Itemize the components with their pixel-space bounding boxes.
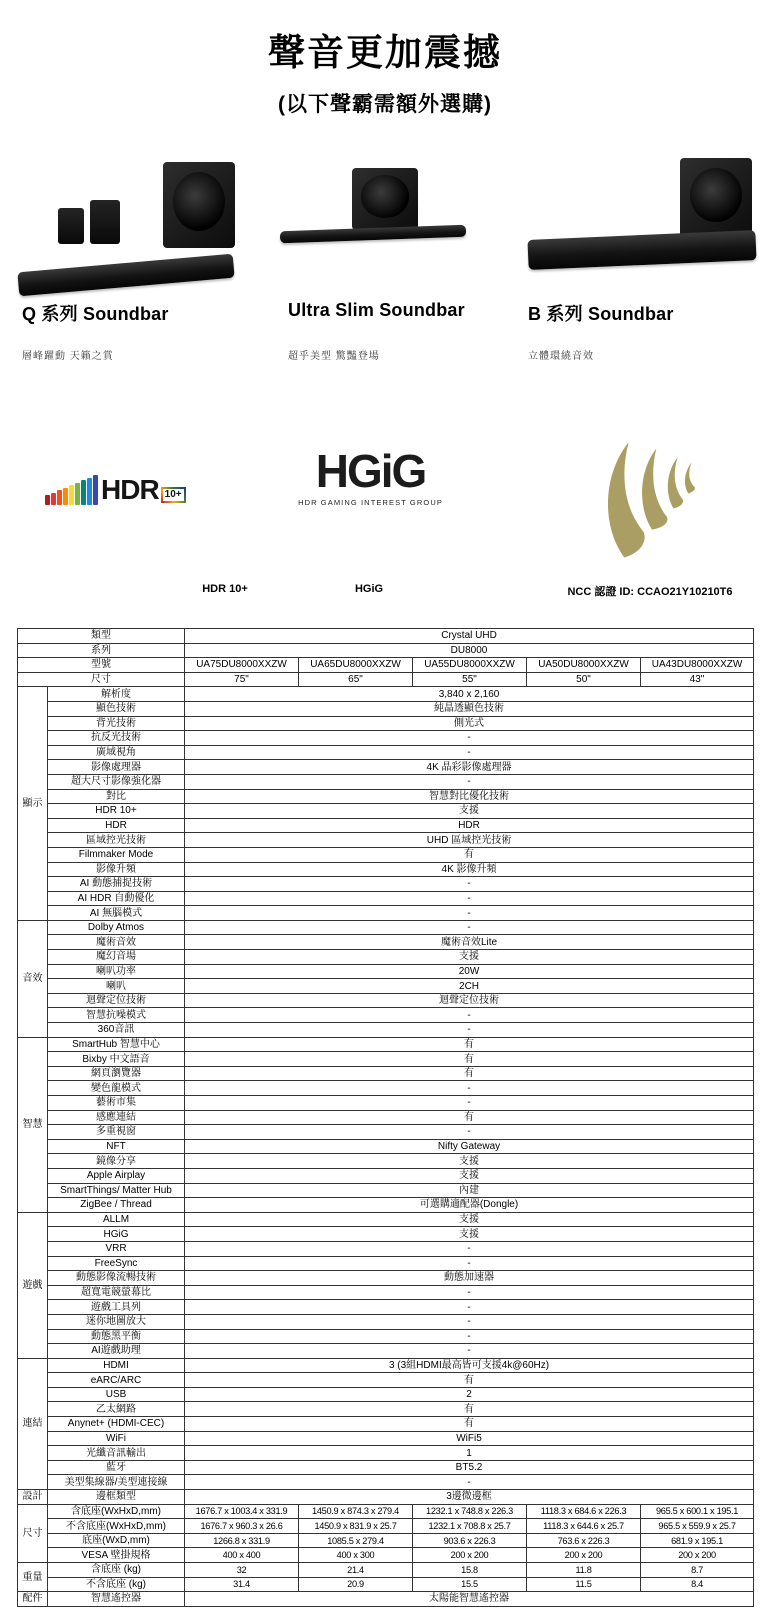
spec-label-cell: SmartThings/ Matter Hub	[48, 1183, 185, 1198]
spec-value-cell: -	[185, 1023, 754, 1038]
spec-value-cell: -	[185, 1475, 754, 1490]
spec-header-row	[18, 658, 754, 673]
spec-value-cell: 55"	[413, 672, 527, 687]
spec-label-cell: Dolby Atmos	[48, 920, 185, 935]
hdr10plus-caption: HDR 10+	[202, 583, 248, 595]
spec-label-cell: 抗反光技術	[48, 731, 185, 746]
spec-value-cell: -	[185, 877, 754, 892]
spec-label-cell: 喇叭功率	[48, 964, 185, 979]
soundbar-shape	[280, 225, 466, 243]
spec-value-cell: 太陽能智慧遙控器	[185, 1592, 754, 1607]
spec-row	[18, 1052, 754, 1067]
spec-value-cell: UA75DU8000XXZW	[185, 658, 299, 673]
spec-label-cell: 遊戲工具列	[48, 1300, 185, 1315]
spec-row	[18, 862, 754, 877]
spec-value-cell: 15.5	[413, 1577, 527, 1592]
spec-group-cell: 遊戲	[18, 1212, 48, 1358]
page-subtitle: (以下聲霸需額外選購)	[278, 93, 492, 116]
spec-label-cell: HDR 10+	[48, 804, 185, 819]
spec-label-cell: 尺寸	[18, 672, 185, 687]
spec-label-cell: ALLM	[48, 1212, 185, 1227]
spec-row	[18, 1110, 754, 1125]
spec-value-cell: 2CH	[185, 979, 754, 994]
spec-value-cell: 1676.7 x 1003.4 x 331.9	[185, 1504, 299, 1519]
spec-value-cell: 有	[185, 1417, 754, 1432]
spec-value-cell: -	[185, 1329, 754, 1344]
spec-group-cell: 連結	[18, 1358, 48, 1489]
spec-value-cell: 20W	[185, 964, 754, 979]
spec-value-cell: -	[185, 1314, 754, 1329]
spec-row	[18, 1227, 754, 1242]
spec-value-cell: 有	[185, 1373, 754, 1388]
spec-row	[18, 1563, 754, 1578]
spec-label-cell: 光纖音訊輸出	[48, 1446, 185, 1461]
spec-value-cell: 有	[185, 1052, 754, 1067]
spec-value-cell: -	[185, 1081, 754, 1096]
spec-row	[18, 1504, 754, 1519]
spec-value-cell: 支援	[185, 950, 754, 965]
spec-value-cell: 4K 晶彩影像處理器	[185, 760, 754, 775]
spec-label-cell: 喇叭	[48, 979, 185, 994]
spec-value-cell: 65"	[299, 672, 413, 687]
spec-value-cell: UA65DU8000XXZW	[299, 658, 413, 673]
ncc-wave-shape	[642, 449, 667, 530]
spec-label-cell: 影像升頻	[48, 862, 185, 877]
spec-value-cell: 支援	[185, 804, 754, 819]
spec-value-cell: 21.4	[299, 1563, 413, 1578]
spec-row	[18, 1431, 754, 1446]
spec-value-cell: 763.6 x 226.3	[527, 1533, 641, 1548]
spec-row	[18, 964, 754, 979]
spec-value-cell: 200 x 200	[527, 1548, 641, 1563]
spec-row	[18, 1212, 754, 1227]
hgig-logo	[298, 445, 443, 507]
spec-label-cell: 超大尺寸影像強化器	[48, 774, 185, 789]
spec-group-cell: 配件	[18, 1592, 48, 1607]
spec-value-cell: UA50DU8000XXZW	[527, 658, 641, 673]
spec-value-cell: 200 x 200	[641, 1548, 754, 1563]
spec-row	[18, 1344, 754, 1359]
spec-label-cell: 乙太網路	[48, 1402, 185, 1417]
spec-value-cell: 8.4	[641, 1577, 754, 1592]
spec-value-cell: 有	[185, 1110, 754, 1125]
spec-value-cell: 支援	[185, 1168, 754, 1183]
spec-row	[18, 1577, 754, 1592]
spec-value-cell: 1450.9 x 831.9 x 25.7	[299, 1519, 413, 1534]
spec-row	[18, 1066, 754, 1081]
spec-label-cell: 不含底座 (kg)	[48, 1577, 185, 1592]
spec-value-cell: 1	[185, 1446, 754, 1461]
spec-value-cell: 側光式	[185, 716, 754, 731]
spec-row	[18, 1475, 754, 1490]
spec-row	[18, 1373, 754, 1388]
spec-value-cell: 支援	[185, 1227, 754, 1242]
spec-label-cell: VRR	[48, 1241, 185, 1256]
spec-row	[18, 1548, 754, 1563]
spec-value-cell: 1118.3 x 684.6 x 226.3	[527, 1504, 641, 1519]
hdr10plus-logo	[45, 468, 215, 512]
spec-value-cell: -	[185, 1285, 754, 1300]
spec-label-cell: 類型	[18, 629, 185, 644]
spec-label-cell: 多重視窗	[48, 1125, 185, 1140]
spec-value-cell: 3 (3組HDMI最高皆可支援4k@60Hz)	[185, 1358, 754, 1373]
spec-row	[18, 760, 754, 775]
spec-row	[18, 1533, 754, 1548]
spec-value-cell: 迴聲定位技術	[185, 993, 754, 1008]
spec-value-cell: WiFi5	[185, 1431, 754, 1446]
spec-label-cell: VESA 壁掛規格	[48, 1548, 185, 1563]
spec-label-cell: Anynet+ (HDMI-CEC)	[48, 1417, 185, 1432]
spec-value-cell: Crystal UHD	[185, 629, 754, 644]
spec-value-cell: 11.8	[527, 1563, 641, 1578]
spec-label-cell: AI遊戲助理	[48, 1344, 185, 1359]
spec-value-cell: 11.5	[527, 1577, 641, 1592]
spec-row	[18, 1183, 754, 1198]
spec-value-cell: 魔術音效Lite	[185, 935, 754, 950]
spec-value-cell: UHD 區域控光技術	[185, 833, 754, 848]
subwoofer-shape	[163, 162, 235, 248]
subwoofer-shape	[680, 158, 752, 238]
spec-label-cell: Apple Airplay	[48, 1168, 185, 1183]
spec-row	[18, 1329, 754, 1344]
spec-value-cell: 有	[185, 1037, 754, 1052]
spec-row	[18, 701, 754, 716]
spec-label-cell: USB	[48, 1387, 185, 1402]
spec-row	[18, 979, 754, 994]
page-title: 聲音更加震撼	[268, 32, 502, 73]
spec-value-cell: 31.4	[185, 1577, 299, 1592]
spec-value-cell: -	[185, 731, 754, 746]
spec-value-cell: 15.8	[413, 1563, 527, 1578]
spec-value-cell: 可選購適配器(Dongle)	[185, 1198, 754, 1213]
b-series-soundbar-image	[520, 150, 760, 295]
ncc-wave-shape	[685, 463, 695, 494]
product-name-ultra-slim: Ultra Slim Soundbar	[288, 300, 465, 320]
spec-label-cell: 魔術音效	[48, 935, 185, 950]
spec-row	[18, 950, 754, 965]
product-name-q-series: Q 系列 Soundbar	[22, 304, 169, 324]
spec-value-cell: -	[185, 1300, 754, 1315]
ncc-wave-shape	[668, 457, 683, 508]
spec-label-cell: 智慧抗噪模式	[48, 1008, 185, 1023]
spec-label-cell: 廣域視角	[48, 745, 185, 760]
spec-value-cell: BT5.2	[185, 1460, 754, 1475]
ncc-wave-shape	[608, 442, 645, 557]
spec-row	[18, 833, 754, 848]
spec-value-cell: 965.5 x 559.9 x 25.7	[641, 1519, 754, 1534]
spec-row	[18, 1037, 754, 1052]
spec-row	[18, 1417, 754, 1432]
ncc-logo	[592, 438, 710, 566]
spec-row	[18, 1139, 754, 1154]
spec-group-cell: 顯示	[18, 687, 48, 921]
spec-value-cell: -	[185, 1125, 754, 1140]
spec-label-cell: 魔幻音場	[48, 950, 185, 965]
spec-row	[18, 1023, 754, 1038]
spec-row	[18, 1402, 754, 1417]
spec-value-cell: HDR	[185, 818, 754, 833]
spec-row	[18, 1592, 754, 1607]
spec-row	[18, 1008, 754, 1023]
spec-label-cell: 智慧遙控器	[48, 1592, 185, 1607]
spec-value-cell: -	[185, 891, 754, 906]
spec-label-cell: 區域控光技術	[48, 833, 185, 848]
spec-label-cell: 邊框類型	[48, 1490, 185, 1505]
spec-row	[18, 1387, 754, 1402]
spec-label-cell: 動態黑平衡	[48, 1329, 185, 1344]
spec-group-cell: 智慧	[18, 1037, 48, 1212]
spec-value-cell: 400 x 300	[299, 1548, 413, 1563]
spec-label-cell: AI 動態捕捉技術	[48, 877, 185, 892]
spec-label-cell: 解析度	[48, 687, 185, 702]
spec-label-cell: 含底座 (kg)	[48, 1563, 185, 1578]
spec-value-cell: 4K 影像升頻	[185, 862, 754, 877]
spec-label-cell: 不含底座(WxHxD,mm)	[48, 1519, 185, 1534]
spec-value-cell: 3,840 x 2,160	[185, 687, 754, 702]
spec-label-cell: 對比	[48, 789, 185, 804]
product-name-b-series: B 系列 Soundbar	[528, 304, 674, 324]
spec-row	[18, 1198, 754, 1213]
spec-row	[18, 818, 754, 833]
spec-value-cell: 1450.9 x 874.3 x 279.4	[299, 1504, 413, 1519]
spec-label-cell: 藝術市集	[48, 1096, 185, 1111]
spec-group-cell: 設計	[18, 1490, 48, 1505]
spec-value-cell: -	[185, 1096, 754, 1111]
rear-speaker-shape	[58, 208, 84, 244]
spec-label-cell: ZigBee / Thread	[48, 1198, 185, 1213]
spec-row	[18, 1300, 754, 1315]
spec-value-cell: 1232.1 x 708.8 x 25.7	[413, 1519, 527, 1534]
spec-row	[18, 804, 754, 819]
spec-row	[18, 1460, 754, 1475]
q-series-soundbar-image	[18, 150, 263, 295]
spec-value-cell: 1118.3 x 644.6 x 25.7	[527, 1519, 641, 1534]
spec-label-cell: Filmmaker Mode	[48, 847, 185, 862]
spec-label-cell: WiFi	[48, 1431, 185, 1446]
spec-label-cell: NFT	[48, 1139, 185, 1154]
spec-row	[18, 1256, 754, 1271]
spec-row	[18, 1314, 754, 1329]
spec-row	[18, 993, 754, 1008]
spec-label-cell: SmartHub 智慧中心	[48, 1037, 185, 1052]
spec-value-cell: 動態加速器	[185, 1271, 754, 1286]
spec-value-cell: -	[185, 1241, 754, 1256]
spec-header-row	[18, 629, 754, 644]
spec-value-cell: 1085.5 x 279.4	[299, 1533, 413, 1548]
spec-row	[18, 1168, 754, 1183]
hgig-logo-text: HGiG	[315, 445, 426, 497]
spec-value-cell: 有	[185, 1066, 754, 1081]
spec-label-cell: 背光技術	[48, 716, 185, 731]
ncc-certification-id: NCC 認證 ID: CCAO21Y10210T6	[567, 586, 733, 598]
spec-label-cell: Bixby 中文語音	[48, 1052, 185, 1067]
spec-row	[18, 920, 754, 935]
spec-value-cell: 3邊微邊框	[185, 1490, 754, 1505]
spec-row	[18, 1096, 754, 1111]
spec-value-cell: 8.7	[641, 1563, 754, 1578]
spec-row	[18, 1125, 754, 1140]
spec-header-row	[18, 643, 754, 658]
spec-row	[18, 716, 754, 731]
spec-row	[18, 1490, 754, 1505]
rear-speaker-shape	[90, 200, 120, 244]
product-tagline-q-series: 層峰躍動 天籟之賞	[22, 351, 114, 362]
spec-value-cell: -	[185, 1008, 754, 1023]
spec-label-cell: 變色龍模式	[48, 1081, 185, 1096]
spec-row	[18, 935, 754, 950]
spec-label-cell: AI 無腦模式	[48, 906, 185, 921]
soundbar-shape	[527, 230, 756, 270]
spec-value-cell: 有	[185, 847, 754, 862]
spec-label-cell: 迷你地圖放大	[48, 1314, 185, 1329]
spec-label-cell: 系列	[18, 643, 185, 658]
product-tagline-b-series: 立體環繞音效	[528, 351, 594, 362]
spec-value-cell: -	[185, 920, 754, 935]
spec-label-cell: 鏡像分享	[48, 1154, 185, 1169]
subwoofer-shape	[352, 168, 418, 230]
spec-label-cell: HDMI	[48, 1358, 185, 1373]
spec-label-cell: 網頁瀏覽器	[48, 1066, 185, 1081]
spec-value-cell: 903.6 x 226.3	[413, 1533, 527, 1548]
spec-label-cell: HDR	[48, 818, 185, 833]
spec-value-cell: 400 x 400	[185, 1548, 299, 1563]
spec-row	[18, 1358, 754, 1373]
spec-label-cell: 影像處理器	[48, 760, 185, 775]
spec-row	[18, 687, 754, 702]
spec-row	[18, 1446, 754, 1461]
spec-label-cell: 超寬電競螢幕比	[48, 1285, 185, 1300]
spec-value-cell: 681.9 x 195.1	[641, 1533, 754, 1548]
spec-value-cell: 1266.8 x 331.9	[185, 1533, 299, 1548]
product-tagline-ultra-slim: 超乎美型 驚豔登場	[288, 351, 380, 362]
spec-row	[18, 1519, 754, 1534]
spec-value-cell: -	[185, 906, 754, 921]
spec-value-cell: -	[185, 1344, 754, 1359]
spec-value-cell: 支援	[185, 1154, 754, 1169]
spec-label-cell: 底座(WxD,mm)	[48, 1533, 185, 1548]
spec-value-cell: -	[185, 774, 754, 789]
soundbar-shape	[17, 254, 234, 297]
spec-label-cell: FreeSync	[48, 1256, 185, 1271]
spec-label-cell: 含底座(WxHxD,mm)	[48, 1504, 185, 1519]
ultra-slim-soundbar-image	[280, 150, 480, 295]
spec-table	[17, 628, 754, 1607]
hgig-logo-subtext: HDR GAMING INTEREST GROUP	[298, 498, 443, 507]
spec-row	[18, 1271, 754, 1286]
spec-value-cell: 50"	[527, 672, 641, 687]
spec-row	[18, 877, 754, 892]
spec-label-cell: HGiG	[48, 1227, 185, 1242]
spec-value-cell: Nifty Gateway	[185, 1139, 754, 1154]
spec-table-body	[18, 629, 754, 1607]
spec-label-cell: 藍牙	[48, 1460, 185, 1475]
spec-value-cell: 75"	[185, 672, 299, 687]
spec-group-cell: 重量	[18, 1563, 48, 1592]
spec-value-cell: 1232.1 x 748.8 x 226.3	[413, 1504, 527, 1519]
spec-row	[18, 847, 754, 862]
spec-value-cell: 支援	[185, 1212, 754, 1227]
spec-label-cell: AI HDR 自動優化	[48, 891, 185, 906]
spec-label-cell: 動態影像流暢技術	[48, 1271, 185, 1286]
spec-label-cell: 顯色技術	[48, 701, 185, 716]
spec-value-cell: 32	[185, 1563, 299, 1578]
spec-row	[18, 1241, 754, 1256]
spec-row	[18, 731, 754, 746]
hdr10plus-logo-badge: 10+	[164, 489, 182, 500]
spec-label-cell: 美型集線器/美型連接線	[48, 1475, 185, 1490]
spec-value-cell: UA43DU8000XXZW	[641, 658, 754, 673]
spec-value-cell: 20.9	[299, 1577, 413, 1592]
hdr10plus-logo-text: HDR	[101, 474, 159, 505]
spec-label-cell: 360音訊	[48, 1023, 185, 1038]
spec-value-cell: 純晶透顯色技術	[185, 701, 754, 716]
spec-value-cell: -	[185, 745, 754, 760]
hgig-caption: HGiG	[354, 583, 384, 595]
spec-row	[18, 891, 754, 906]
spec-row	[18, 1285, 754, 1300]
spec-value-cell: UA55DU8000XXZW	[413, 658, 527, 673]
spec-row	[18, 906, 754, 921]
spec-label-cell: eARC/ARC	[48, 1373, 185, 1388]
spec-row	[18, 745, 754, 760]
spec-value-cell: 1676.7 x 960.3 x 26.6	[185, 1519, 299, 1534]
spec-header-row	[18, 672, 754, 687]
spec-value-cell: 965.5 x 600.1 x 195.1	[641, 1504, 754, 1519]
spec-value-cell: -	[185, 1256, 754, 1271]
spec-group-cell: 尺寸	[18, 1504, 48, 1562]
spec-value-cell: 2	[185, 1387, 754, 1402]
hdr10plus-bars	[45, 475, 98, 505]
spec-label-cell: 感應連結	[48, 1110, 185, 1125]
spec-value-cell: 200 x 200	[413, 1548, 527, 1563]
spec-row	[18, 774, 754, 789]
spec-row	[18, 1154, 754, 1169]
spec-value-cell: 有	[185, 1402, 754, 1417]
spec-value-cell: 智慧對比優化技術	[185, 789, 754, 804]
spec-row	[18, 1081, 754, 1096]
spec-value-cell: 43"	[641, 672, 754, 687]
spec-value-cell: 內建	[185, 1183, 754, 1198]
spec-label-cell: 型號	[18, 658, 185, 673]
spec-label-cell: 迴聲定位技術	[48, 993, 185, 1008]
spec-row	[18, 789, 754, 804]
spec-value-cell: DU8000	[185, 643, 754, 658]
spec-group-cell: 音效	[18, 920, 48, 1037]
